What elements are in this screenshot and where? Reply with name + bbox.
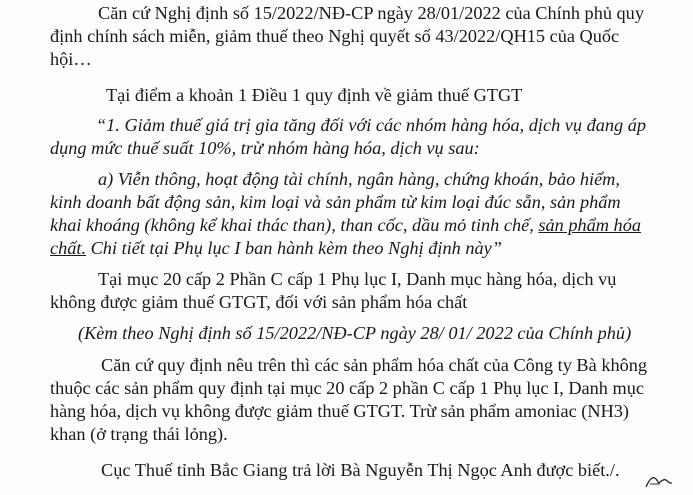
paragraph-3-line-1: Tại mục 20 cấp 2 Phần C cấp 1 Phụ lục I, Danh mục hàng hóa, dịch vụ [98, 269, 617, 289]
paragraph-6-line-1: Cục Thuế tỉnh Bắc Giang trả lời Bà Nguyễn Thị Ngọc Anh được biết./. [101, 460, 620, 480]
quote-2-line-2: kinh doanh bất động sản, kim loại và sản phẩm từ kim loại đúc sẵn, sản phẩm [50, 192, 621, 212]
quote-1-line-1: “1. Giảm thuế giá trị gia tăng đối với các nhóm hàng hóa, dịch vụ đang áp [96, 115, 647, 135]
paragraph-4-line-1: (Kèm theo Nghị định số 15/2022/NĐ-CP ngày 28/ 01/ 2022 của Chính phủ) [78, 323, 632, 343]
handwritten-initial-mark [644, 470, 674, 490]
paragraph-3-line-2: không được giảm thuế GTGT, đối với sản phẩm hóa chất [50, 292, 468, 312]
paragraph-5-line-3: hàng hóa, dịch vụ không được giảm thuế GTGT. Trừ sản phẩm amoniac (NH3) [50, 401, 630, 421]
underlined-chemical-word: chất. [50, 238, 87, 258]
paragraph-2-line-1: Tại điểm a khoản 1 Điều 1 quy định về giảm thuế GTGT [106, 85, 523, 105]
paragraph-5-line-1: Căn cứ quy định nêu trên thì các sản phẩm hóa chất của Công ty Bà không [101, 355, 648, 375]
quote-2-line-4-text: Chi tiết tại Phụ lục I ban hành kèm theo Nghị định này” [86, 238, 502, 258]
quote-2-line-3 [50, 214, 641, 237]
paragraph-1-line-2: định chính sách miễn, giảm thuế theo Nghị quyết số 43/2022/QH15 của Quốc [50, 26, 620, 46]
paragraph-1-line-1: Căn cứ Nghị định số 15/2022/NĐ-CP ngày 28/01/2022 của Chính phủ quy [98, 3, 644, 23]
quote-2-line-1: a) Viễn thông, hoạt động tài chính, ngân hàng, chứng khoán, bảo hiểm, [98, 169, 620, 189]
paragraph-1-line-3: hội… [50, 49, 92, 69]
quote-2-line-4 [50, 237, 502, 260]
underlined-chemical-products: sản phẩm hóa [538, 215, 641, 235]
quote-2-line-3-text: khai khoáng (không kể khai thác than), than cốc, dầu mỏ tinh chế, [50, 215, 539, 235]
paragraph-5-line-4: khan (ở trạng thái lỏng). [50, 424, 228, 444]
paragraph-5-line-2: thuộc các sản phẩm quy định tại mục 20 cấp 2 phần C cấp 1 Phụ lục I, Danh mục [50, 378, 644, 398]
quote-1-line-2: dụng mức thuế suất 10%, trừ nhóm hàng hóa, dịch vụ sau: [50, 138, 480, 158]
